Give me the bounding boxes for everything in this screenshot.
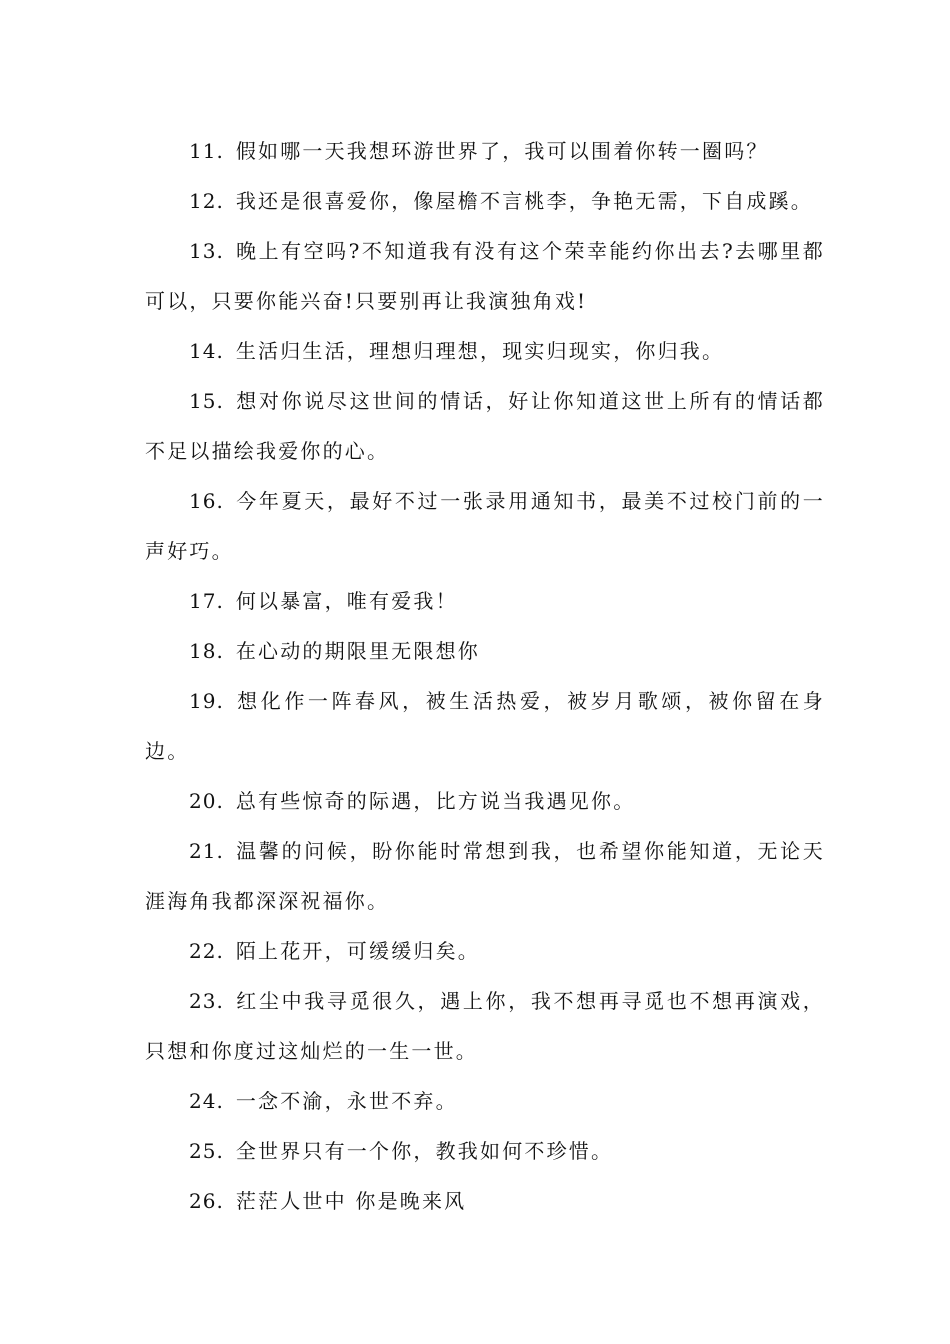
item-number: 26. [189,1189,224,1213]
list-item [145,676,825,776]
item-number: 19. [189,689,224,713]
item-number: 15. [189,389,224,413]
item-number: 14. [189,339,224,363]
list-item [145,1076,825,1126]
item-number: 24. [189,1089,224,1113]
item-text: 晚上有空吗?不知道我有没有这个荣幸能约你出去?去哪里都可以，只要你能兴奋!只要别再让我演独角戏! [145,239,825,313]
item-text: 生活归生活，理想归理想，现实归现实，你归我。 [235,339,725,363]
item-number: 18. [189,639,224,663]
item-number: 20. [189,789,224,813]
document-body [145,126,825,1226]
list-item [145,826,825,926]
list-item [145,126,825,176]
item-text: 假如哪一天我想环游世界了，我可以围着你转一圈吗？ [235,139,769,163]
item-number: 21. [189,839,224,863]
list-item [145,576,825,626]
item-text: 今年夏天，最好不过一张录用通知书，最美不过校门前的一声好巧。 [145,489,825,563]
item-text: 红尘中我寻觅很久，遇上你，我不想再寻觅也不想再演戏，只想和你度过这灿烂的一生一世。 [145,989,825,1063]
item-number: 17. [189,589,224,613]
list-item [145,1176,825,1226]
list-item [145,376,825,476]
item-number: 11. [189,139,224,163]
list-item [145,226,825,326]
item-number: 22. [189,939,224,963]
item-number: 23. [189,989,224,1013]
item-text: 总有些惊奇的际遇，比方说当我遇见你。 [235,789,636,813]
item-text: 温馨的问候，盼你能时常想到我，也希望你能知道，无论天涯海角我都深深祝福你。 [145,839,825,913]
list-item [145,626,825,676]
item-text: 陌上花开，可缓缓归矣。 [235,939,481,963]
list-item [145,776,825,826]
list-item [145,476,825,576]
list-item [145,976,825,1076]
item-number: 25. [189,1139,224,1163]
item-number: 12. [189,189,224,213]
item-text: 在心动的期限里无限想你 [235,639,481,663]
item-text: 想对你说尽这世间的情话，好让你知道这世上所有的情话都不足以描绘我爱你的心。 [145,389,825,463]
list-item [145,926,825,976]
list-item [145,326,825,376]
item-text: 我还是很喜爱你，像屋檐不言桃李，争艳无需，下自成蹊。 [235,189,814,213]
list-item [145,1126,825,1176]
item-text: 一念不渝，永世不弃。 [235,1089,458,1113]
item-number: 16. [189,489,224,513]
list-item [145,176,825,226]
item-text: 全世界只有一个你，教我如何不珍惜。 [235,1139,614,1163]
item-text: 想化作一阵春风，被生活热爱，被岁月歌颂，被你留在身边。 [145,689,825,763]
item-text: 茫茫人世中 你是晚来风 [235,1189,467,1213]
item-number: 13. [189,239,224,263]
item-text: 何以暴富，唯有爱我！ [235,589,458,613]
